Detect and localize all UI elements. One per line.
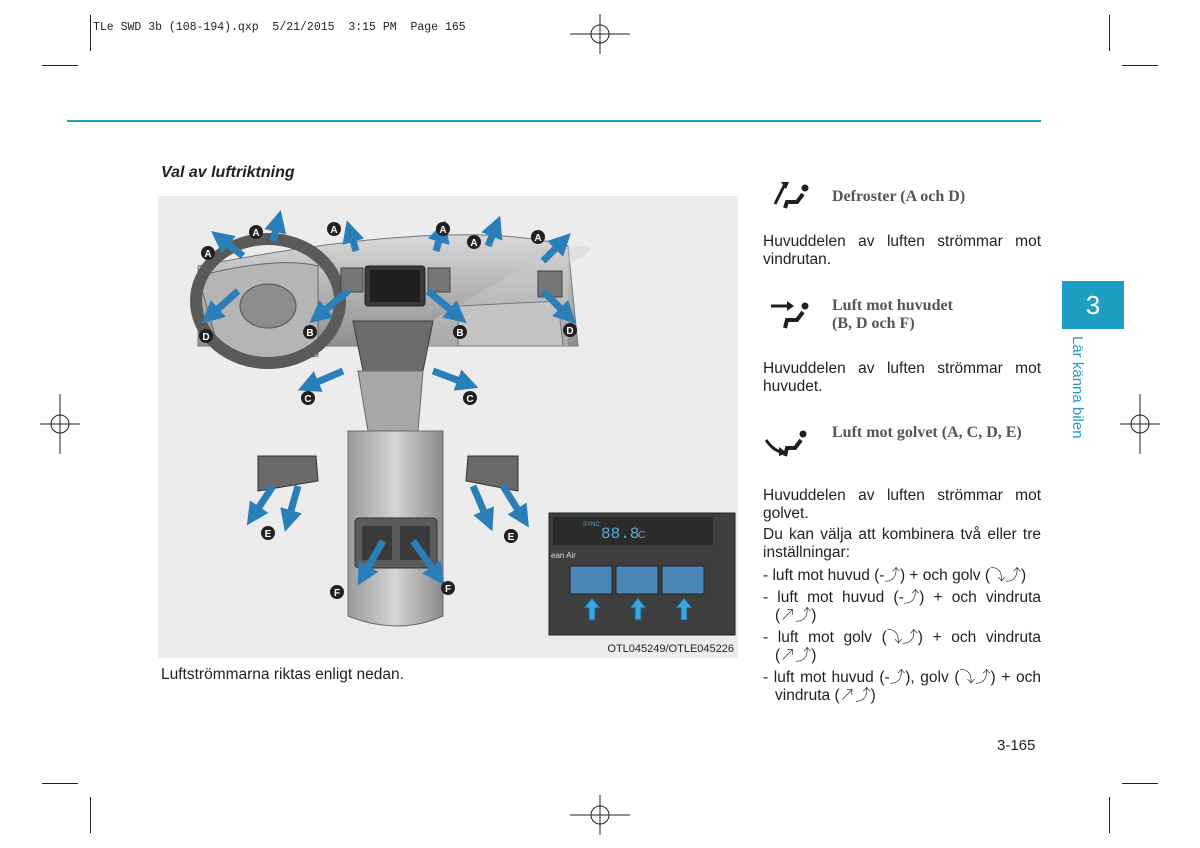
- vent-label-d2: [563, 323, 577, 337]
- floor-vent-icon: [763, 424, 815, 460]
- svg-text:F: F: [333, 588, 341, 599]
- dashboard-illustration: [158, 196, 738, 658]
- svg-text:D: D: [202, 332, 210, 343]
- svg-text:A: A: [439, 225, 447, 236]
- svg-text:D: D: [566, 326, 574, 337]
- vent-label-b2: [453, 325, 467, 339]
- combo-item-2: - luft mot huvud (-⤴) + och vindruta (↗⤴): [763, 589, 1041, 624]
- face-vent-icon: -⤴: [879, 567, 900, 584]
- combine-intro: Du kan välja att kombinera två eller tre inställningar:: [763, 526, 1041, 561]
- defrost-icon: ↗⤴: [839, 687, 871, 704]
- vent-label-c2: [463, 391, 477, 405]
- vent-label-c1: [301, 391, 315, 405]
- figure-code: OTL045249/OTLE045226: [607, 643, 734, 655]
- figure-caption: Luftströmmarna riktas enligt nedan.: [161, 666, 404, 683]
- face-vent-icon: [767, 296, 815, 332]
- defrost-icon: ↗⤴: [780, 647, 812, 664]
- mode-label-floor: Luft mot golvet (A, C, D, E): [832, 424, 1022, 441]
- mode-text-face: Huvuddelen av luften strömmar mot huvudet.: [763, 360, 1041, 395]
- svg-text:B: B: [456, 328, 464, 339]
- vent-label-f1: [330, 585, 344, 599]
- defrost-icon: ↗⤴: [780, 607, 812, 624]
- vent-label-a5: [467, 235, 481, 249]
- page-number: 3-165: [997, 737, 1036, 754]
- section-title: Val av luftriktning: [161, 164, 295, 181]
- svg-text:A: A: [470, 238, 478, 249]
- vent-label-b1: [303, 325, 317, 339]
- combo-item-1: - luft mot huvud (-⤴) + och golv (⤵⤴): [763, 567, 1027, 584]
- svg-text:F: F: [444, 584, 452, 595]
- registration-mark-right: [1120, 394, 1160, 454]
- registration-mark-top: [570, 14, 630, 54]
- panel-sync-label: SYNC: [583, 522, 600, 528]
- panel-clean-air-label: ean Air: [551, 551, 576, 560]
- header-rule: [67, 120, 1041, 122]
- svg-text:A: A: [534, 233, 542, 244]
- chapter-title: Lär känna bilen: [1069, 336, 1086, 439]
- vent-label-a1: [201, 246, 215, 260]
- mode-text-defrost: Huvuddelen av luften strömmar mot vindrutan.: [763, 233, 1041, 268]
- mode-label-defrost: Defroster (A och D): [832, 188, 966, 205]
- vent-label-e2: [504, 529, 518, 543]
- combo-list: [763, 567, 1041, 705]
- print-slug: TLe SWD 3b (108-194).qxp 5/21/2015 3:15 PM Page 165: [93, 21, 466, 34]
- svg-text:C: C: [304, 394, 312, 405]
- svg-text:C: C: [466, 394, 474, 405]
- mode-text-floor: Huvuddelen av luften strömmar mot golvet.: [763, 487, 1041, 522]
- face-vent-icon: -⤴: [898, 589, 920, 606]
- vent-label-a3: [327, 222, 341, 236]
- svg-text:A: A: [204, 249, 212, 260]
- floor-vent-icon: ⤵⤴: [990, 567, 1022, 584]
- svg-text:A: A: [330, 225, 338, 236]
- dashboard-drawing: [158, 196, 738, 658]
- vent-label-a2: [249, 225, 263, 239]
- svg-text:B: B: [306, 328, 314, 339]
- face-vent-icon: -⤴: [884, 669, 906, 686]
- svg-text:E: E: [264, 529, 272, 540]
- defrost-icon: [767, 178, 815, 214]
- vent-label-a6: [531, 230, 545, 244]
- vent-label-e1: [261, 526, 275, 540]
- svg-text:A: A: [252, 228, 260, 239]
- svg-text:E: E: [507, 532, 515, 543]
- vent-label-a4: [436, 222, 450, 236]
- floor-vent-icon: ⤵⤴: [959, 669, 991, 686]
- registration-mark-left: [40, 394, 80, 454]
- vent-label-d1: [199, 329, 213, 343]
- vent-label-f2: [441, 581, 455, 595]
- panel-display: 88.8: [601, 525, 640, 543]
- panel-display-unit: C: [638, 530, 646, 541]
- registration-mark-bottom: [570, 795, 630, 835]
- chapter-number-tab: 3: [1062, 281, 1124, 329]
- mode-label-face: Luft mot huvudet (B, D och F): [832, 297, 953, 332]
- floor-vent-icon: ⤵⤴: [886, 629, 918, 646]
- climate-panel-inset: [549, 513, 735, 635]
- combo-item-3: - luft mot golv (⤵⤴) + och vindruta (↗⤴): [763, 629, 1041, 664]
- combo-item-4: - luft mot huvud (-⤴), golv (⤵⤴) + och vindruta (↗⤴): [763, 669, 1041, 704]
